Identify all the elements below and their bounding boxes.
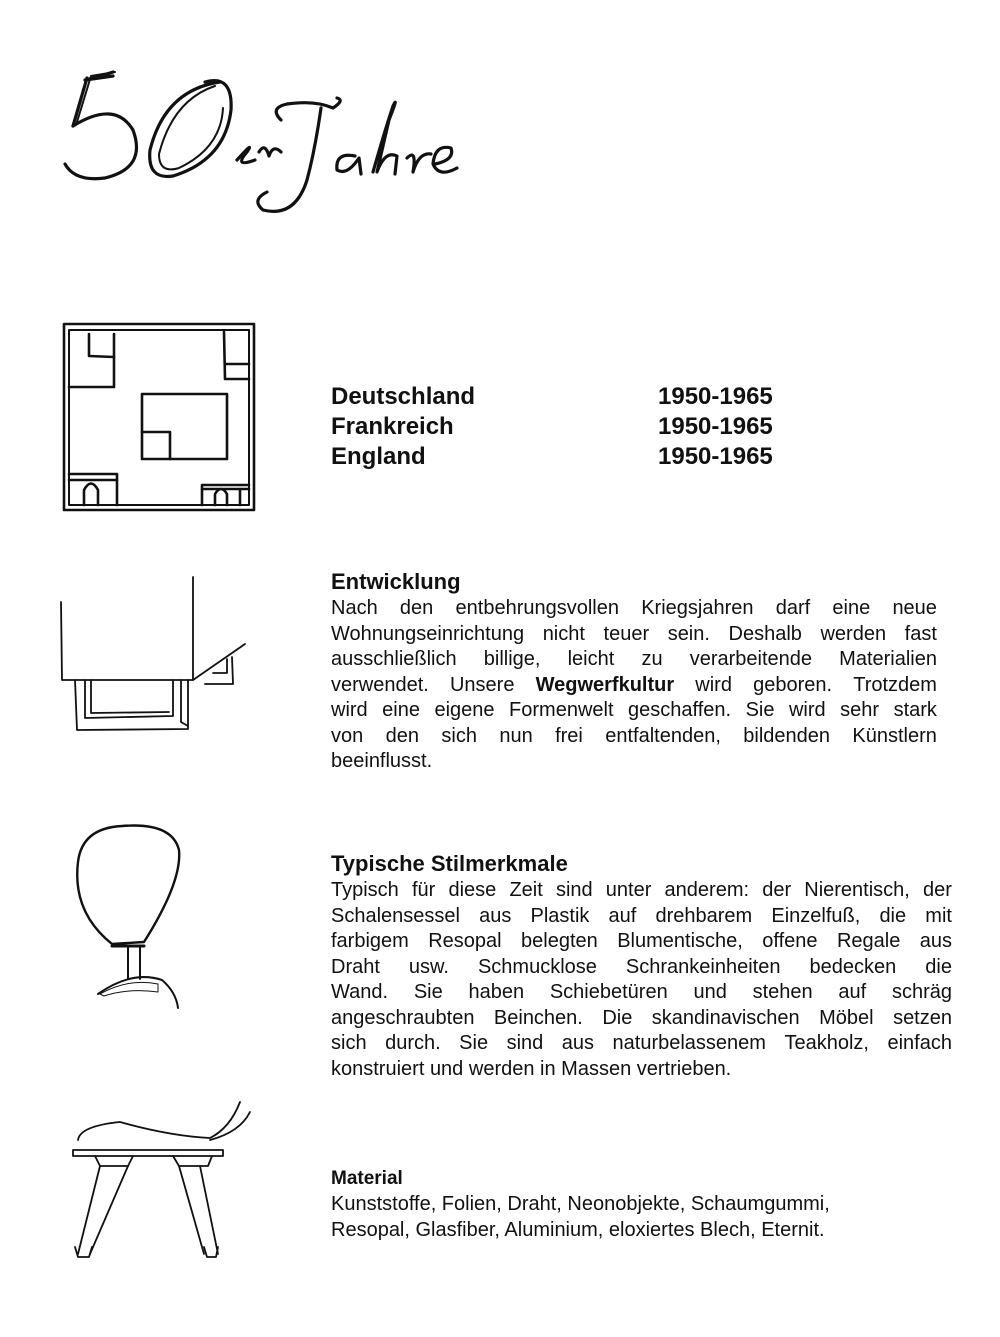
word: Trotzdem bbox=[853, 673, 937, 696]
word: Deshalb bbox=[728, 622, 802, 645]
word: belegten bbox=[521, 930, 598, 952]
word: frei bbox=[555, 724, 583, 747]
word: Wand. bbox=[331, 981, 389, 1003]
word: geboren. bbox=[753, 673, 833, 696]
word: anderem: bbox=[664, 879, 750, 901]
word: und bbox=[429, 1057, 469, 1080]
word: Sie bbox=[745, 699, 775, 721]
text-line bbox=[331, 1031, 952, 1057]
emphasis-word: Wegwerfkultur bbox=[535, 673, 675, 696]
word: und bbox=[693, 981, 727, 1003]
word: Schalensessel bbox=[331, 904, 460, 927]
word: angeschraubten bbox=[331, 1006, 475, 1029]
word: aus bbox=[919, 930, 952, 952]
word: Materialien bbox=[839, 648, 937, 670]
word: unter bbox=[605, 879, 652, 901]
word: teuer bbox=[603, 622, 650, 645]
word: Typisch bbox=[331, 879, 399, 901]
word: offene bbox=[762, 930, 818, 952]
word: Beinchen. bbox=[493, 1006, 583, 1029]
word: Schrankeinheiten bbox=[625, 955, 781, 978]
word: naturbelassenem bbox=[612, 1032, 766, 1054]
word: Massen bbox=[561, 1057, 637, 1080]
material-line: Resopal, Glasfiber, Aluminium, eloxiertes Blech, Eternit. bbox=[331, 1218, 825, 1241]
country-name: Frankreich bbox=[331, 413, 454, 440]
text-line bbox=[331, 673, 937, 699]
word: Draht bbox=[331, 955, 380, 978]
word: konstruiert bbox=[331, 1057, 430, 1080]
text-line bbox=[331, 647, 937, 673]
word: leicht bbox=[567, 648, 615, 670]
word: in bbox=[540, 1057, 562, 1080]
word: werden bbox=[820, 622, 887, 645]
word: Sie bbox=[413, 981, 443, 1003]
word: sein. bbox=[667, 622, 710, 645]
word: die bbox=[879, 904, 907, 927]
text-line bbox=[331, 622, 937, 648]
word: auf bbox=[608, 904, 637, 927]
word: entfaltenden, bbox=[605, 724, 721, 747]
word: Teakholz, bbox=[784, 1032, 869, 1054]
word: wird bbox=[788, 699, 826, 721]
word: zu bbox=[641, 648, 663, 670]
section-heading-entwicklung: Entwicklung bbox=[331, 569, 461, 594]
word: Zeit bbox=[509, 879, 543, 901]
word: haben bbox=[468, 981, 525, 1003]
word: Kriegsjahren bbox=[641, 597, 754, 619]
word: sind bbox=[506, 1032, 544, 1054]
word: Formenwelt bbox=[509, 699, 614, 721]
word: Blumentische, bbox=[617, 930, 743, 952]
word: wird bbox=[695, 673, 732, 696]
word: Sie bbox=[459, 1032, 489, 1054]
handwritten-title-logo bbox=[55, 60, 475, 230]
word: Schmucklose bbox=[477, 955, 597, 978]
word: aus bbox=[561, 1032, 595, 1054]
word: schräg bbox=[891, 981, 952, 1003]
word: diese bbox=[448, 879, 497, 901]
word: farbigem bbox=[331, 930, 409, 952]
word: Einzelfuß, bbox=[771, 904, 861, 927]
word: wird bbox=[331, 699, 368, 721]
stilmerkmale-paragraph bbox=[331, 878, 952, 1082]
word: bildenden bbox=[743, 724, 831, 747]
word: Unsere bbox=[449, 673, 515, 696]
word: usw. bbox=[408, 955, 449, 978]
text-line bbox=[331, 596, 937, 622]
word: die bbox=[925, 955, 952, 978]
word: Schiebetüren bbox=[549, 981, 668, 1003]
word: sich bbox=[441, 724, 477, 747]
word: durch. bbox=[385, 1032, 441, 1054]
shell-chair-sketch bbox=[62, 822, 202, 1022]
country-years: 1950-1965 bbox=[658, 413, 773, 440]
word: vertrieben. bbox=[636, 1057, 732, 1080]
word: von bbox=[331, 724, 364, 747]
text-line bbox=[331, 1006, 952, 1032]
text-line bbox=[331, 929, 952, 955]
word: verarbeitende bbox=[689, 648, 813, 670]
stool-chair-sketch bbox=[60, 1082, 260, 1272]
word: sich bbox=[331, 1032, 367, 1054]
word: bedecken bbox=[809, 955, 897, 978]
word: Plastik bbox=[530, 904, 590, 927]
word: sehr bbox=[840, 699, 880, 721]
word: fast bbox=[904, 622, 937, 645]
material-line: Kunststoffe, Folien, Draht, Neonobjekte, Schaumgummi, bbox=[331, 1193, 830, 1215]
entwicklung-paragraph bbox=[331, 596, 937, 775]
word: den bbox=[385, 724, 419, 747]
word: Wohnungseinrichtung bbox=[331, 622, 525, 645]
word: der bbox=[923, 879, 952, 901]
text-line bbox=[331, 980, 952, 1006]
text-line bbox=[331, 698, 937, 724]
word: geschaffen. bbox=[628, 699, 732, 721]
word: drehbarem bbox=[655, 904, 753, 927]
material-list bbox=[331, 1192, 830, 1243]
text-line bbox=[331, 904, 952, 930]
word: billige, bbox=[483, 648, 541, 670]
word: Künstlern bbox=[852, 724, 937, 747]
word: aus bbox=[479, 904, 512, 927]
text-line bbox=[331, 955, 952, 981]
word: stark bbox=[893, 699, 937, 721]
word: verwendet. bbox=[331, 673, 429, 696]
word: ausschließlich bbox=[331, 648, 457, 670]
text-line bbox=[331, 724, 937, 750]
country-name: England bbox=[331, 443, 426, 470]
word: Die bbox=[602, 1006, 633, 1029]
text-line bbox=[331, 1057, 952, 1083]
word: eine bbox=[382, 699, 420, 721]
word: Regale bbox=[836, 930, 901, 952]
word: eigene bbox=[434, 699, 495, 721]
section-heading-stilmerkmale: Typische Stilmerkmale bbox=[331, 851, 568, 876]
word: setzen bbox=[893, 1006, 952, 1029]
cabinet-sketch bbox=[55, 572, 255, 742]
text-line bbox=[331, 878, 952, 904]
word: darf bbox=[775, 597, 811, 619]
word: skandinavischen bbox=[651, 1006, 800, 1029]
country-years: 1950-1965 bbox=[658, 383, 773, 410]
text-line bbox=[331, 749, 937, 775]
country-years: 1950-1965 bbox=[658, 443, 773, 470]
word: stehen bbox=[752, 981, 813, 1003]
word: nicht bbox=[542, 622, 585, 645]
word: Nach bbox=[331, 597, 378, 619]
section-heading-material: Material bbox=[331, 1168, 403, 1189]
word: beeinflusst. bbox=[331, 750, 433, 772]
word: neue bbox=[892, 597, 937, 619]
word: auf bbox=[838, 981, 867, 1003]
word: einfach bbox=[887, 1032, 952, 1054]
word: eine bbox=[832, 597, 871, 619]
word: entbehrungsvollen bbox=[455, 597, 619, 619]
word: für bbox=[411, 879, 436, 901]
word: sind bbox=[555, 879, 593, 901]
word: mit bbox=[925, 904, 952, 927]
floor-plan-sketch bbox=[62, 322, 262, 517]
word: der bbox=[762, 879, 792, 901]
word: Nierentisch, bbox=[804, 879, 910, 901]
word: nun bbox=[499, 724, 533, 747]
country-name: Deutschland bbox=[331, 383, 476, 410]
word: Resopal bbox=[428, 930, 502, 952]
word: Möbel bbox=[819, 1006, 874, 1029]
word: werden bbox=[468, 1057, 541, 1080]
word: den bbox=[399, 597, 434, 619]
